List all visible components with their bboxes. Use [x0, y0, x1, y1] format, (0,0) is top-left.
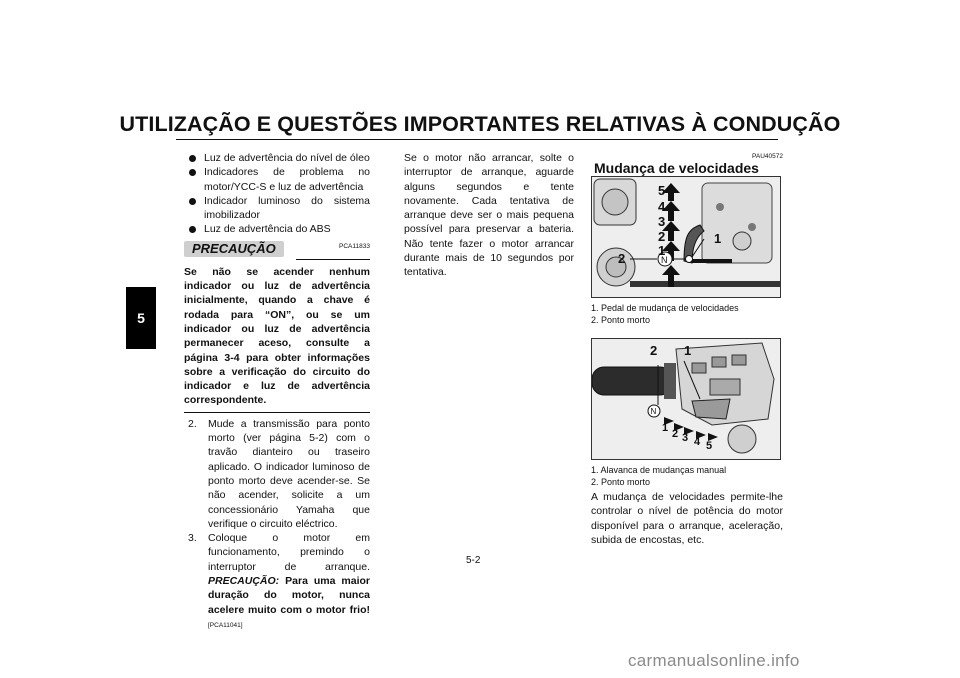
watermark: carmanualsonline.info	[628, 651, 800, 670]
gear-pedal-illustration	[592, 177, 780, 297]
caution-text: Se não se acender nenhum indicador ou luz de advertência inicialmente, quando a chave é rodada para “ON”, ou se um indicador ou luz de advertência permanecer aceso, consulte a página 3-4 para obter informações sobre a verificação do circuito do indicador e luz de advertência correspondente.	[184, 265, 370, 407]
fig1-callout-1: 1	[714, 231, 722, 246]
fig2-label-3: 3	[682, 432, 689, 444]
fig2-captions	[591, 464, 781, 488]
handlebar-illustration	[592, 339, 780, 459]
fig2-callout-2: 2	[650, 343, 658, 358]
fig1-label-3: 3	[658, 214, 666, 229]
fig1-label-2: 2	[658, 229, 666, 244]
gear-pedal-figure	[591, 176, 781, 298]
fig2-caption: 1. Alavanca de mudanças manual	[591, 465, 727, 475]
page-header: UTILIZAÇÃO E QUESTÕES IMPORTANTES RELATIVAS À CONDUÇÃO	[119, 112, 841, 136]
bullet-icon	[189, 226, 196, 233]
section-code: PAU40572	[752, 153, 783, 160]
fig1-caption: 1. Pedal de mudança de velocidades	[591, 303, 739, 313]
step-item: 2. Mude a transmissão para ponto morto (ver página 5-2) com o travão dianteiro ou traseiro aplicado. O indicador luminoso de ponto morto deve acender-se. Se não acender, solicite a um concessionário Yamaha que verifique o circuito eléctrico.	[188, 417, 370, 530]
gear-shifting-description: A mudança de velocidades permite-lhe controlar o nível de potência do motor disponível para o arranque, aceleração, subida de encostas, etc.	[591, 491, 783, 546]
bullet-icon	[189, 169, 196, 176]
bullet-icon	[189, 155, 196, 162]
chapter-tab: 5	[126, 287, 156, 349]
fig2-label-1: 1	[662, 422, 669, 434]
fig2-caption: 2. Ponto morto	[591, 477, 651, 487]
middle-column-text: Se o motor não arrancar, solte o interruptor de arranque, aguarde alguns segundos e tente novamente. Cada tentativa de arranque deve ser o mais pequena possível para preservar a bateria. Não tente fazer o motor arrancar durante mais de 10 segundos por tentativa.	[404, 152, 574, 279]
header-rule	[176, 139, 778, 140]
fig1-label-4: 4	[658, 199, 666, 214]
caution-header	[184, 241, 370, 263]
handlebar-figure	[591, 338, 781, 460]
page-number: 5-2	[466, 555, 481, 566]
bullet-icon	[189, 198, 196, 205]
caution-badge: PRECAUÇÃO	[184, 241, 284, 257]
fig1-callout-2: 2	[618, 251, 626, 266]
fig1-label-neutral: N	[661, 255, 668, 265]
caution-code: PCA11833	[339, 242, 370, 250]
fig1-captions	[591, 302, 781, 326]
bullet-item: Indicadores de problema no motor/YCC-S e luz de advertência	[184, 165, 370, 194]
bullet-item: Luz de advertência do nível de óleo	[184, 151, 370, 165]
fig2-label-5: 5	[706, 440, 713, 452]
caution-end-rule	[184, 412, 370, 413]
fig2-label-neutral: N	[650, 407, 657, 416]
fig1-label-1: 1	[658, 243, 666, 258]
fig2-label-2: 2	[672, 428, 679, 440]
fig1-caption: 2. Ponto morto	[591, 315, 651, 325]
fig1-label-5: 5	[658, 183, 666, 198]
bullet-item: Indicador luminoso do sistema imobilizador	[184, 194, 370, 223]
section-title: Mudança de velocidades	[594, 160, 759, 176]
step-item: 3. Coloque o motor em funcionamento, premindo o interruptor de arranque. PRECAUÇÃO: Para uma maior duração do motor, nunca acelere muito com o motor frio! [PCA11041]	[188, 532, 370, 629]
fig2-callout-1: 1	[684, 343, 692, 358]
step-caution-label: PRECAUÇÃO:	[208, 575, 280, 588]
left-column	[184, 151, 370, 633]
caution-rule	[296, 259, 370, 260]
step-code: [PCA11041]	[208, 621, 243, 629]
step-caution-text: Para uma maior duração do motor, nunca acelere muito com o motor frio!	[208, 575, 370, 616]
fig2-label-4: 4	[694, 436, 701, 448]
bullet-item: Luz de advertência do ABS	[184, 222, 370, 236]
